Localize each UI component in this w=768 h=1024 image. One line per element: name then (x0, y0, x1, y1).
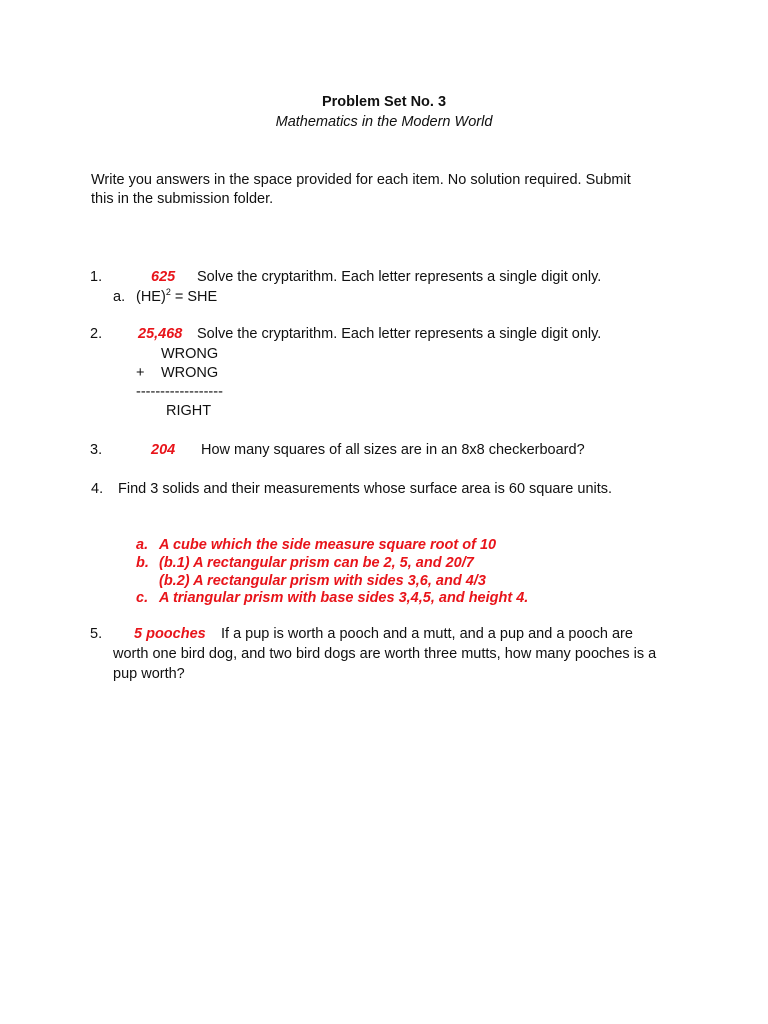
q2-addend-2: WRONG (161, 365, 219, 381)
q1-equation-base: (HE) (136, 289, 166, 305)
q4-answer-c: A triangular prism with base sides 3,4,5, and height 4. (159, 590, 529, 606)
q4-answer-a: A cube which the side measure square root of 10 (159, 537, 497, 553)
q1-equation-rest: = SHE (170, 289, 218, 305)
q3-text: How many squares of all sizes are in an 8x8 checkerboard? (201, 442, 585, 458)
q4-answer-b1: (b.1) A rectangular prism can be 2, 5, and 20/7 (159, 555, 474, 571)
q4-answer-b2: (b.2) A rectangular prism with sides 3,6, and 4/3 (159, 573, 486, 589)
q2-text: Solve the cryptarithm. Each letter represents a single digit only. (197, 326, 602, 342)
q2-plus-sign: + (136, 365, 145, 381)
q4-number: 4. (91, 481, 104, 497)
q1-equation-exponent: 2 (165, 287, 171, 297)
q2-rule: ------------------ (136, 384, 223, 400)
instructions-line-2: this in the submission folder. (91, 191, 274, 207)
q4-answer-c-label: c. (136, 590, 149, 606)
q2-addend-1: WRONG (161, 346, 219, 362)
q3-answer: 204 (151, 442, 176, 458)
q1-answer: 625 (151, 269, 176, 285)
q2-sum: RIGHT (166, 403, 212, 419)
q4-answer-b-label: b. (136, 555, 149, 571)
q1-number: 1. (90, 269, 103, 285)
q5-answer: 5 pooches (134, 626, 206, 642)
q1-equation (136, 288, 217, 307)
page-title: Problem Set No. 3 (321, 94, 447, 110)
q5-number: 5. (90, 626, 103, 642)
page-subtitle: Mathematics in the Modern World (275, 114, 493, 130)
instructions-line-1: Write you answers in the space provided for each item. No solution required. Submit (91, 172, 631, 188)
q2-answer: 25,468 (138, 326, 183, 342)
q5-text-line-2: worth one bird dog, and two bird dogs are worth three mutts, how many pooches is a (113, 646, 657, 662)
q1-sub-label: a. (113, 289, 126, 305)
q3-number: 3. (90, 442, 103, 458)
q4-text: Find 3 solids and their measurements whose surface area is 60 square units. (118, 481, 613, 497)
q5-text-line-3: pup worth? (113, 666, 185, 682)
q2-number: 2. (90, 326, 103, 342)
q4-answer-a-label: a. (136, 537, 149, 553)
q5-text-line-1: If a pup is worth a pooch and a mutt, and a pup and a pooch are (221, 626, 633, 642)
q1-text: Solve the cryptarithm. Each letter represents a single digit only. (197, 269, 602, 285)
